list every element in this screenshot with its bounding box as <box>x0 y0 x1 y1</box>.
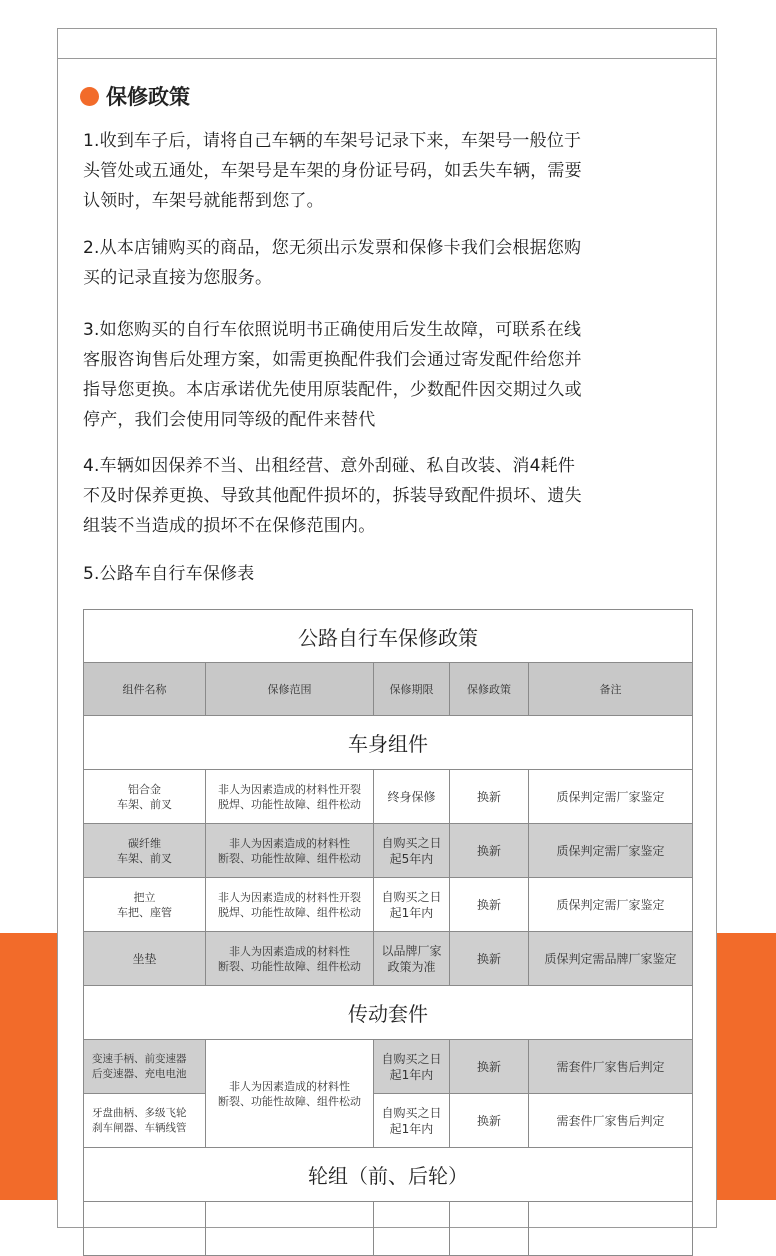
scope-cell <box>206 878 374 932</box>
table-row <box>84 878 693 932</box>
orange-dot-icon <box>80 87 99 106</box>
heading-text: 保修政策 <box>106 85 190 109</box>
header-note: 备注 <box>529 663 693 716</box>
period-cell <box>374 878 450 932</box>
component-cell <box>84 932 206 986</box>
policy-cell: 换新 <box>450 1094 529 1148</box>
scope-cell <box>206 824 374 878</box>
cell-line: 非人为因素造成的材料性开裂 <box>218 782 361 796</box>
cell-line: 断裂、功能性故障、组件松动 <box>218 851 361 865</box>
paragraph-line: 头管处或五通处，车架号是车架的身份证号码，如丢失车辆，需要 <box>83 161 582 181</box>
cell-line: 自购买之日 <box>381 1105 442 1120</box>
header-period: 保修期限 <box>374 663 450 716</box>
period-cell <box>374 1202 450 1256</box>
cell-line: 起5年内 <box>389 851 434 866</box>
table-header-row <box>84 663 693 716</box>
table-row <box>84 1094 693 1148</box>
note-cell: 需套件厂家售后判定 <box>529 1040 693 1094</box>
paragraph-line: 停产，我们会使用同等级的配件来替代 <box>83 410 376 430</box>
cell-line: 自购买之日 <box>381 1051 442 1066</box>
policy-cell <box>450 1202 529 1256</box>
cell-line: 断裂、功能性故障、组件松动 <box>218 959 361 973</box>
cell-line: 车架、前叉 <box>117 851 172 865</box>
paragraph-line: 认领时，车架号就能帮到您了。 <box>83 191 324 211</box>
note-cell: 质保判定需厂家鉴定 <box>529 824 693 878</box>
section-drivetrain: 传动套件 <box>84 986 693 1040</box>
component-cell <box>84 1040 206 1094</box>
component-cell <box>84 1094 206 1148</box>
paragraph-5 <box>83 559 698 589</box>
paragraph-line: 5.公路车自行车保修表 <box>83 564 255 584</box>
section-frame: 车身组件 <box>84 716 693 770</box>
table-row <box>84 1202 693 1256</box>
policy-cell: 换新 <box>450 770 529 824</box>
paragraph-line: 不及时保养更换、导致其他配件损坏的，拆装导致配件损坏、遗失 <box>83 486 582 506</box>
paragraph-line: 2.从本店铺购买的商品，您无须出示发票和保修卡我们会根据您购 <box>83 238 582 258</box>
paragraph-line: 3.如您购买的自行车依照说明书正确使用后发生故障，可联系在线 <box>83 320 582 340</box>
section-heading <box>80 81 190 111</box>
cell-line: 起1年内 <box>389 905 434 920</box>
table-row <box>84 1040 693 1094</box>
paragraph-line: 买的记录直接为您服务。 <box>83 268 273 288</box>
note-cell: 质保判定需厂家鉴定 <box>529 878 693 932</box>
paragraph-line: 1.收到车子后，请将自己车辆的车架号记录下来，车架号一般位于 <box>83 131 582 151</box>
period-cell <box>374 824 450 878</box>
cell-line: 自购买之日 <box>381 889 442 904</box>
component-cell <box>84 770 206 824</box>
cell-line: 脱焊、功能性故障、组件松动 <box>218 905 361 919</box>
paragraph-line: 指导您更换。本店承诺优先使用原装配件，少数配件因交期过久或 <box>83 380 582 400</box>
cell-line: 脱焊、功能性故障、组件松动 <box>218 797 361 811</box>
paragraph-2 <box>83 233 698 293</box>
cell-line: 非人为因素造成的材料性 <box>229 944 350 958</box>
cell-line: 起1年内 <box>389 1067 434 1082</box>
cell-line: 刹车闸器、车辆线管 <box>92 1121 187 1134</box>
cell-line: 牙盘曲柄、多级飞轮 <box>92 1106 187 1119</box>
paragraph-line: 4.车辆如因保养不当、出租经营、意外刮碰、私自改装、消4耗件 <box>83 456 576 476</box>
cell-line: 终身保修 <box>387 789 436 804</box>
cell-line: 非人为因素造成的材料性开裂 <box>218 890 361 904</box>
policy-cell: 换新 <box>450 932 529 986</box>
policy-cell: 换新 <box>450 1040 529 1094</box>
note-cell: 质保判定需厂家鉴定 <box>529 770 693 824</box>
header-policy: 保修政策 <box>450 663 529 716</box>
component-cell <box>84 824 206 878</box>
period-cell <box>374 770 450 824</box>
table-row <box>84 770 693 824</box>
note-cell <box>529 1202 693 1256</box>
cell-line: 坐垫 <box>132 951 157 966</box>
note-cell: 质保判定需品牌厂家鉴定 <box>529 932 693 986</box>
cell-line: 把立 <box>133 890 156 904</box>
cell-line: 起1年内 <box>389 1121 434 1136</box>
cell-line: 以品牌厂家 <box>381 943 442 958</box>
cell-line: 自购买之日 <box>381 835 442 850</box>
warranty-table <box>83 609 693 1256</box>
scope-cell <box>206 770 374 824</box>
scope-cell <box>206 1202 374 1256</box>
policy-cell: 换新 <box>450 824 529 878</box>
policy-card <box>57 28 717 1228</box>
table-title: 公路自行车保修政策 <box>84 610 693 663</box>
scope-cell <box>206 1040 374 1148</box>
paragraph-line: 组装不当造成的损坏不在保修范围内。 <box>83 516 376 536</box>
section-wheels: 轮组（前、后轮） <box>84 1148 693 1202</box>
card-divider <box>58 58 716 59</box>
cell-line: 非人为因素造成的材料性 <box>229 836 350 850</box>
header-scope: 保修范围 <box>206 663 374 716</box>
cell-line: 非人为因素造成的材料性 <box>229 1079 350 1093</box>
note-cell: 需套件厂家售后判定 <box>529 1094 693 1148</box>
cell-line: 铝合金 <box>128 782 161 796</box>
component-cell <box>84 1202 206 1256</box>
cell-line: 政策为准 <box>387 959 436 974</box>
cell-line: 断裂、功能性故障、组件松动 <box>218 1094 361 1108</box>
period-cell <box>374 1094 450 1148</box>
period-cell <box>374 1040 450 1094</box>
cell-line: 车把、座管 <box>117 905 172 919</box>
paragraph-1 <box>83 126 698 216</box>
paragraph-line: 客服咨询售后处理方案，如需更换配件我们会通过寄发配件给您并 <box>83 350 582 370</box>
table-row <box>84 824 693 878</box>
header-component: 组件名称 <box>84 663 206 716</box>
paragraph-3 <box>83 315 698 435</box>
cell-line: 后变速器、充电电池 <box>92 1067 187 1080</box>
cell-line: 车架、前叉 <box>117 797 172 811</box>
cell-line: 碳纤维 <box>128 836 161 850</box>
policy-cell: 换新 <box>450 878 529 932</box>
paragraph-4 <box>83 451 698 541</box>
cell-line: 变速手柄、前变速器 <box>92 1052 187 1065</box>
scope-cell <box>206 932 374 986</box>
period-cell <box>374 932 450 986</box>
component-cell <box>84 878 206 932</box>
table-row <box>84 932 693 986</box>
